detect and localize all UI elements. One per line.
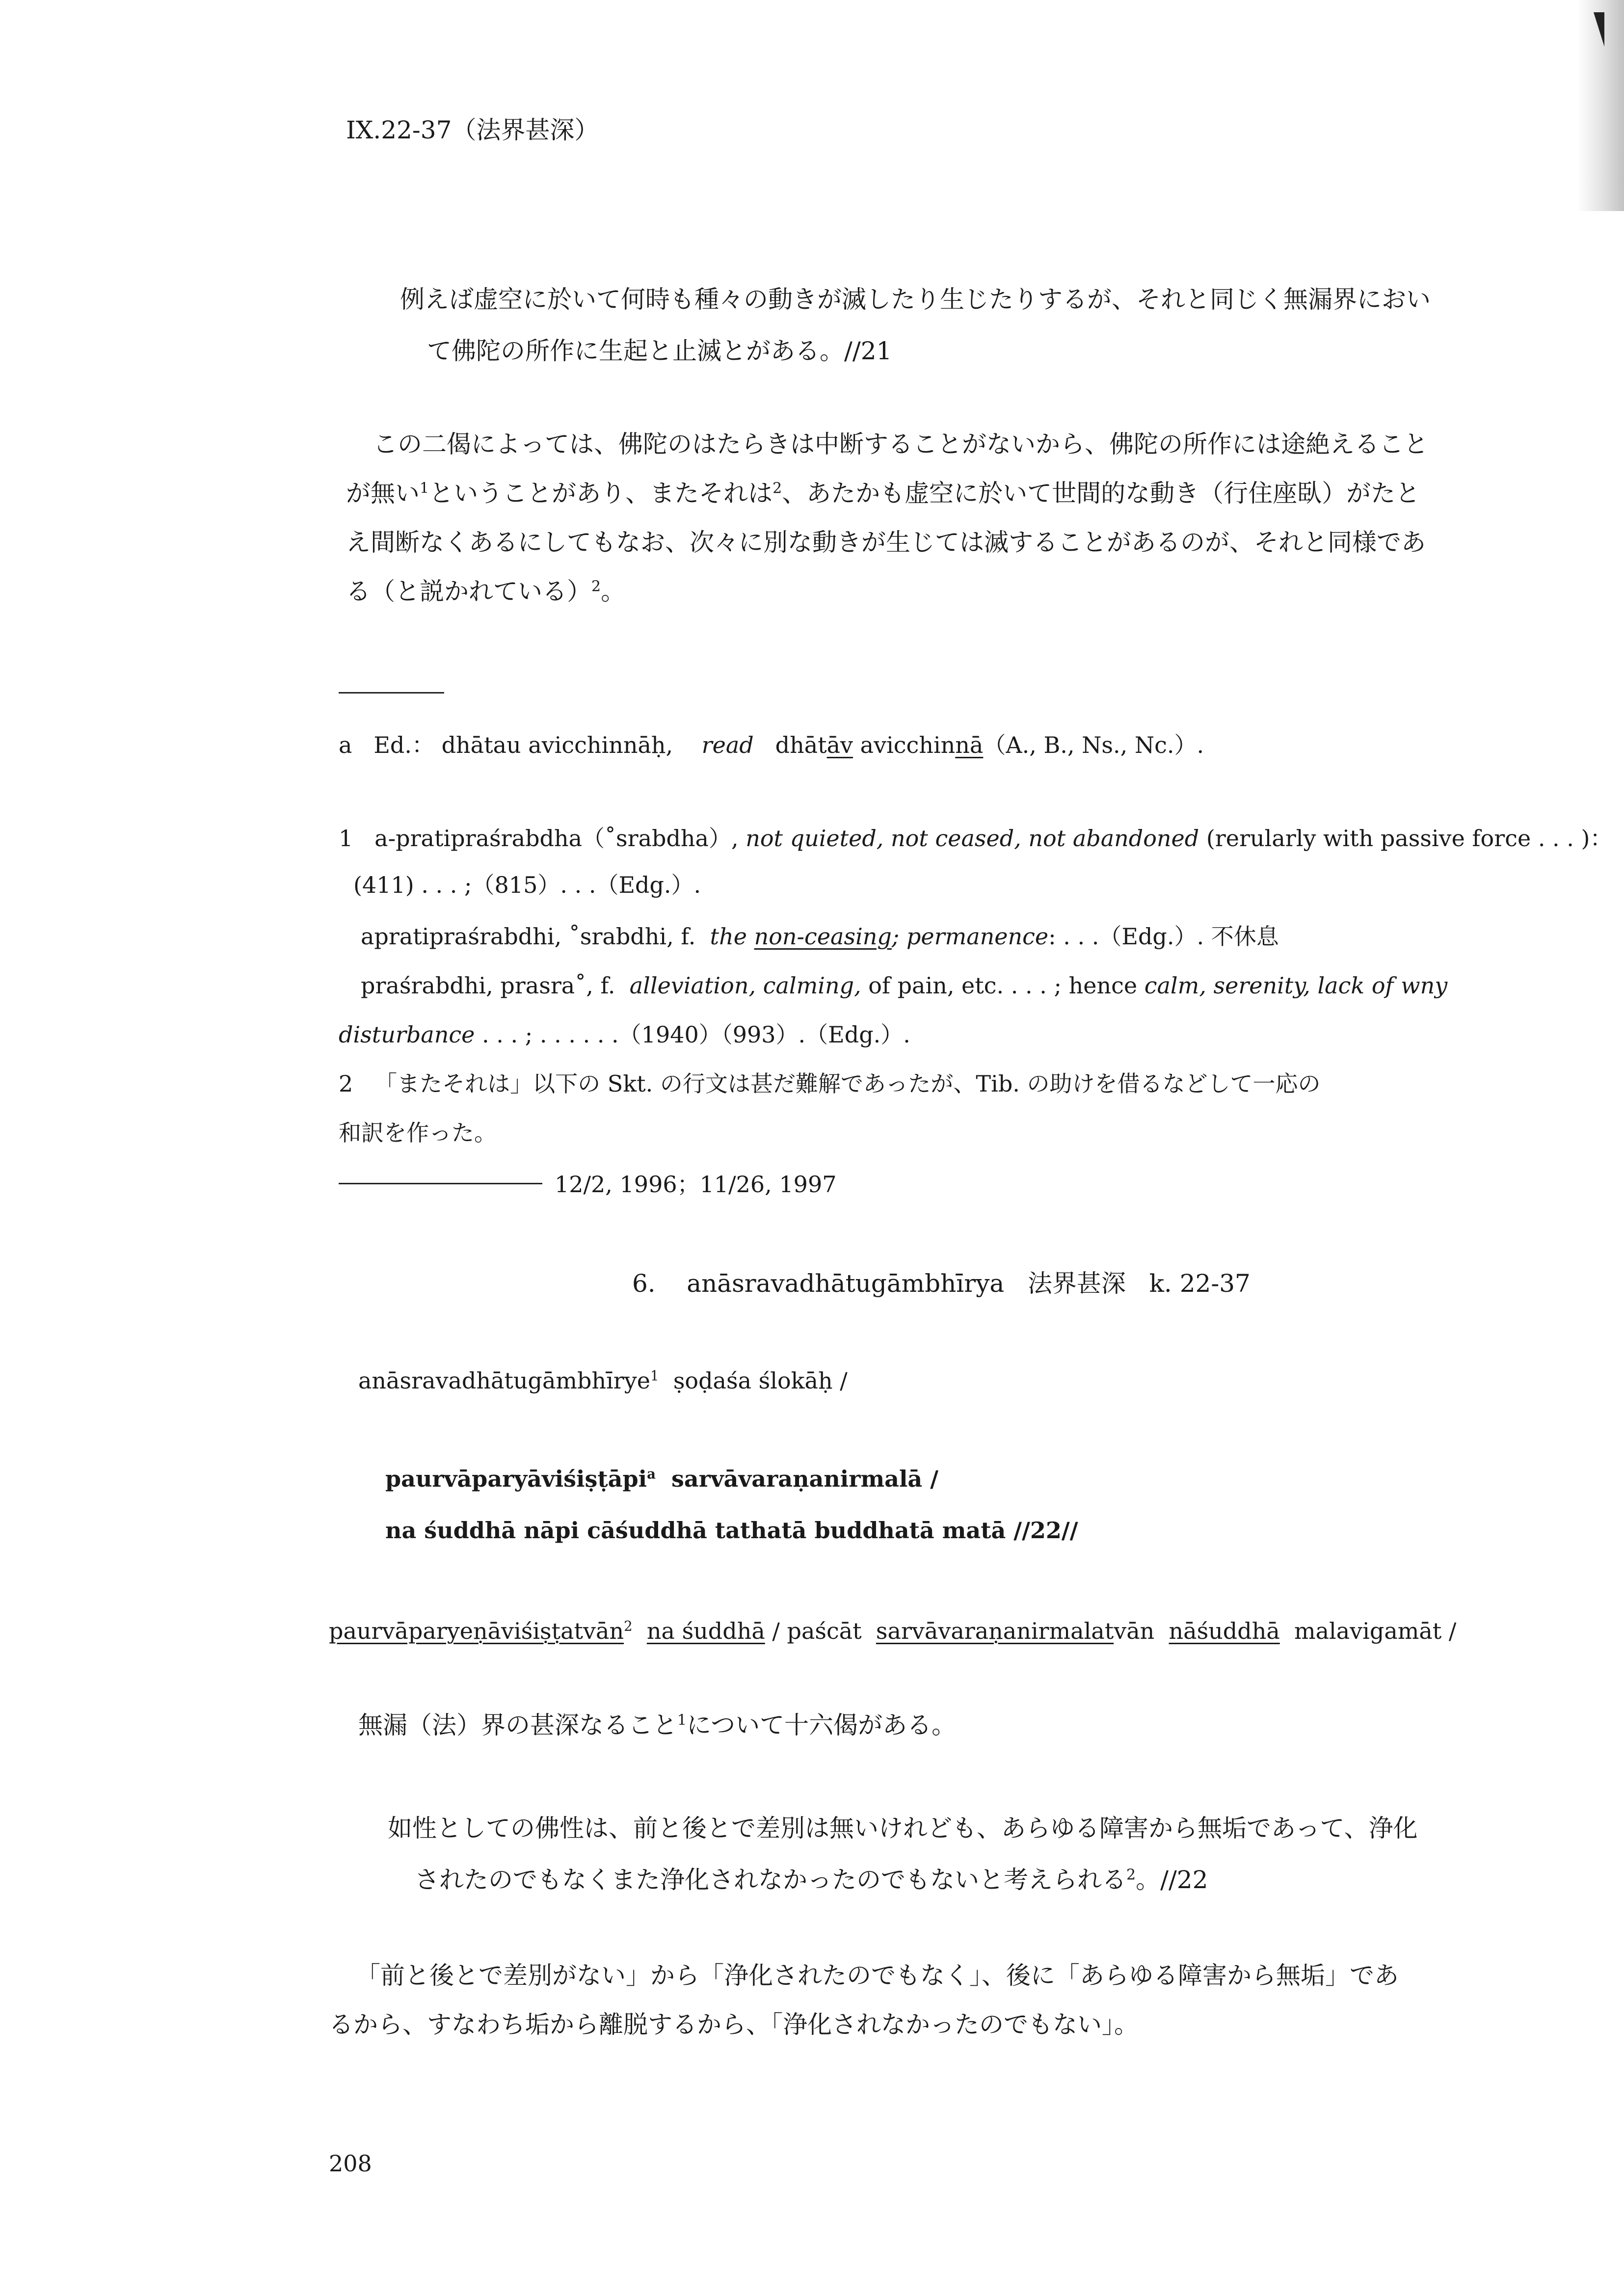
commentary-sanskrit: paurvāparyeṇāviśiṣṭatvān$^2$ na śuddhā / paścāt sarvāvaraṇanirmalatvān nāśuddhā malavigamāt / [329,1618,1457,1644]
date-rule [339,1183,542,1184]
note1-line4: praśrabdhi, prasra˚, f. alleviation, calming, of pain, etc. . . . ; hence calm, serenity, lack of wny [361,972,1448,999]
note1-line3: apratipraśrabdhi, ˚srabdhi, f. the non-ceasing; permanence: . . .（Edg.）. 不休息 [361,923,1279,950]
intro-japanese: 無漏（法）界の甚深なること$^1$について十六偈がある。 [358,1711,957,1739]
intro-sanskrit: anāsravadhātugāmbhīrye$^1$ ṣoḍaśa ślokāḥ / [358,1367,848,1394]
verse22-japanese-line1: 如性としての佛性は、前と後とで差別は無いけれども、あらゆる障害から無垢であって、浄化 [388,1814,1418,1842]
commentary22-line1: 「前と後とで差別がない」から「浄化されたのでもなく」、後に「あらゆる障害から無垢」であ [356,1961,1399,1990]
commentary21-line2: が無い$^1$ということがあり、またそれは$^2$、あたかも虚空に於いて世間的な動き（行住座臥）がたと [346,479,1420,507]
running-head: IX.22-37（法界甚深） [346,116,599,144]
revision-dates: 12/2, 1996；11/26, 1997 [555,1171,837,1198]
commentary21-line1: この二偈によっては、佛陀のはたらきは中断することがないから、佛陀の所作には途絶えること [373,430,1428,458]
verse22-sanskrit-line2: na śuddhā nāpi cāśuddhā tathatā buddhatā matā //22// [385,1517,1078,1544]
commentary21-line4: る（と説かれている）$^2$。 [346,577,626,606]
note1-line2: (411) . . . ;（815）. . .（Edg.）. [353,872,701,898]
note1-line1: 1 a-pratipraśrabdha（˚srabdha）, not quieted, not ceased, not abandoned (rerularly with passive force . . . )： [339,825,1613,852]
commentary21-line3: え間断なくあるにしてもなお、次々に別な動きが生じては滅することがあるのが、それと同様であ [346,528,1426,557]
verse22-japanese-line2: されたのでもなくまた浄化されなかったのでもないと考えられる$^2$。//22 [415,1866,1208,1894]
commentary22-line2: るから、すなわち垢から離脱するから、「浄化されなかったのでもない」。 [329,2010,1139,2039]
note1-line5: disturbance . . . ; . . . . . .（1940）（993）.（Edg.）. [339,1021,910,1048]
verse22-sanskrit-line1: paurvāparyāviśiṣṭāpi$^a$ sarvāvaraṇanirmalā / [385,1466,939,1492]
verse21-line2: て佛陀の所作に生起と止滅とがある。//21 [427,337,892,365]
note-a: a Ed.： dhātau avicchinnāḥ, read dhātāv avicchinnā（A., B., Ns., Nc.）. [339,732,1204,758]
note2-line1: 2 「またそれは」以下の Skt. の行文は甚だ難解であったが、Tib. の助けを借るなどして一応の [339,1070,1321,1097]
footnote-ref-1: 1 [420,480,429,497]
note2-line2: 和訳を作った。 [339,1120,497,1146]
section-heading: 6. anāsravadhātugāmbhīrya 法界甚深 k. 22-37 [632,1269,1251,1298]
footnote-ref-2b: 2 [591,578,601,595]
footnote-ref-2: 2 [772,480,782,497]
verse21-line1: 例えば虚空に於いて何時も種々の動きが滅したり生じたりするが、それと同じく無漏界におい [400,285,1431,314]
scan-edge-mark [1594,12,1604,47]
page-number: 208 [329,2150,372,2177]
footnote-separator [339,692,444,694]
